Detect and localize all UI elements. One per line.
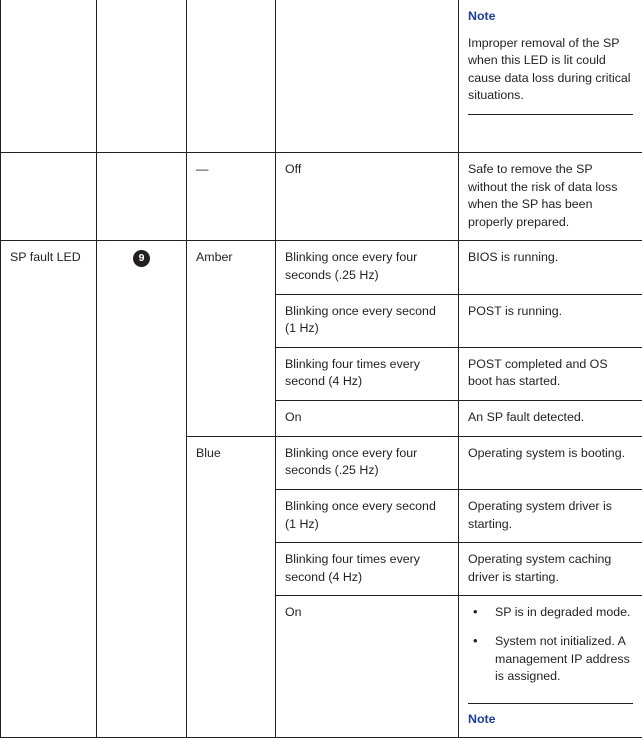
meaning-value: Operating system caching driver is starting. (468, 551, 633, 586)
cell-state (276, 401, 459, 437)
note-label: Note (468, 711, 633, 729)
state-value: On (285, 604, 449, 622)
table-row (1, 153, 642, 241)
meaning-value: Operating system is booting. (468, 445, 633, 463)
cell-color (187, 0, 276, 153)
cell-led-name (1, 241, 97, 738)
cell-led-name (1, 0, 97, 153)
cell-callout (97, 153, 187, 241)
cell-meaning (459, 436, 642, 489)
cell-led-name (1, 153, 97, 241)
cell-meaning (459, 489, 642, 542)
cell-meaning (459, 294, 642, 347)
cell-meaning (459, 543, 642, 596)
note-text: Improper removal of the SP when this LED is lit could cause data loss during critical situations. (468, 35, 633, 105)
note-label: Note (468, 8, 633, 26)
cell-state (276, 153, 459, 241)
meaning-value: POST completed and OS boot has started. (468, 356, 633, 391)
state-value: Blinking four times every second (4 Hz) (285, 551, 449, 586)
cell-meaning (459, 153, 642, 241)
meaning-value: Operating system driver is starting. (468, 498, 633, 533)
cell-color (187, 153, 276, 241)
table-row (1, 0, 642, 153)
cell-callout (97, 0, 187, 153)
meaning-value: POST is running. (468, 303, 633, 321)
state-value: Blinking once every four seconds (.25 Hz) (285, 445, 449, 480)
cell-state (276, 241, 459, 294)
cell-callout (97, 241, 187, 738)
note-divider (468, 703, 633, 704)
state-value: Blinking once every four seconds (.25 Hz) (285, 249, 449, 284)
callout-badge: 9 (133, 250, 150, 267)
list-item: • SP is in degraded mode. (468, 604, 633, 622)
cell-meaning (459, 241, 642, 294)
cell-color (187, 241, 276, 436)
color-value: Blue (196, 445, 266, 463)
cell-meaning-bullets (459, 596, 642, 738)
state-value: Blinking four times every second (4 Hz) (285, 356, 449, 391)
list-item: • System not initialized. A management IP address is assigned. (468, 633, 633, 686)
cell-meaning-note (459, 0, 642, 153)
state-value: Blinking once every second (1 Hz) (285, 498, 449, 533)
led-name-value: SP fault LED (10, 249, 87, 267)
cell-state (276, 0, 459, 153)
bullet-list (468, 604, 633, 685)
color-value: — (196, 162, 208, 176)
cell-meaning (459, 347, 642, 400)
cell-state (276, 543, 459, 596)
table-row (1, 241, 642, 294)
cell-color (187, 436, 276, 738)
note-divider (468, 114, 633, 115)
cell-state (276, 294, 459, 347)
cell-state (276, 596, 459, 738)
state-value: Off (285, 161, 449, 179)
cell-meaning (459, 401, 642, 437)
cell-state (276, 489, 459, 542)
state-value: On (285, 409, 449, 427)
color-value: Amber (196, 249, 266, 267)
meaning-value: An SP fault detected. (468, 409, 633, 427)
meaning-value: BIOS is running. (468, 249, 633, 267)
cell-state (276, 436, 459, 489)
cell-state (276, 347, 459, 400)
meaning-value: Safe to remove the SP without the risk of data loss when the SP has been properly prepared. (468, 161, 633, 231)
state-value: Blinking once every second (1 Hz) (285, 303, 449, 338)
